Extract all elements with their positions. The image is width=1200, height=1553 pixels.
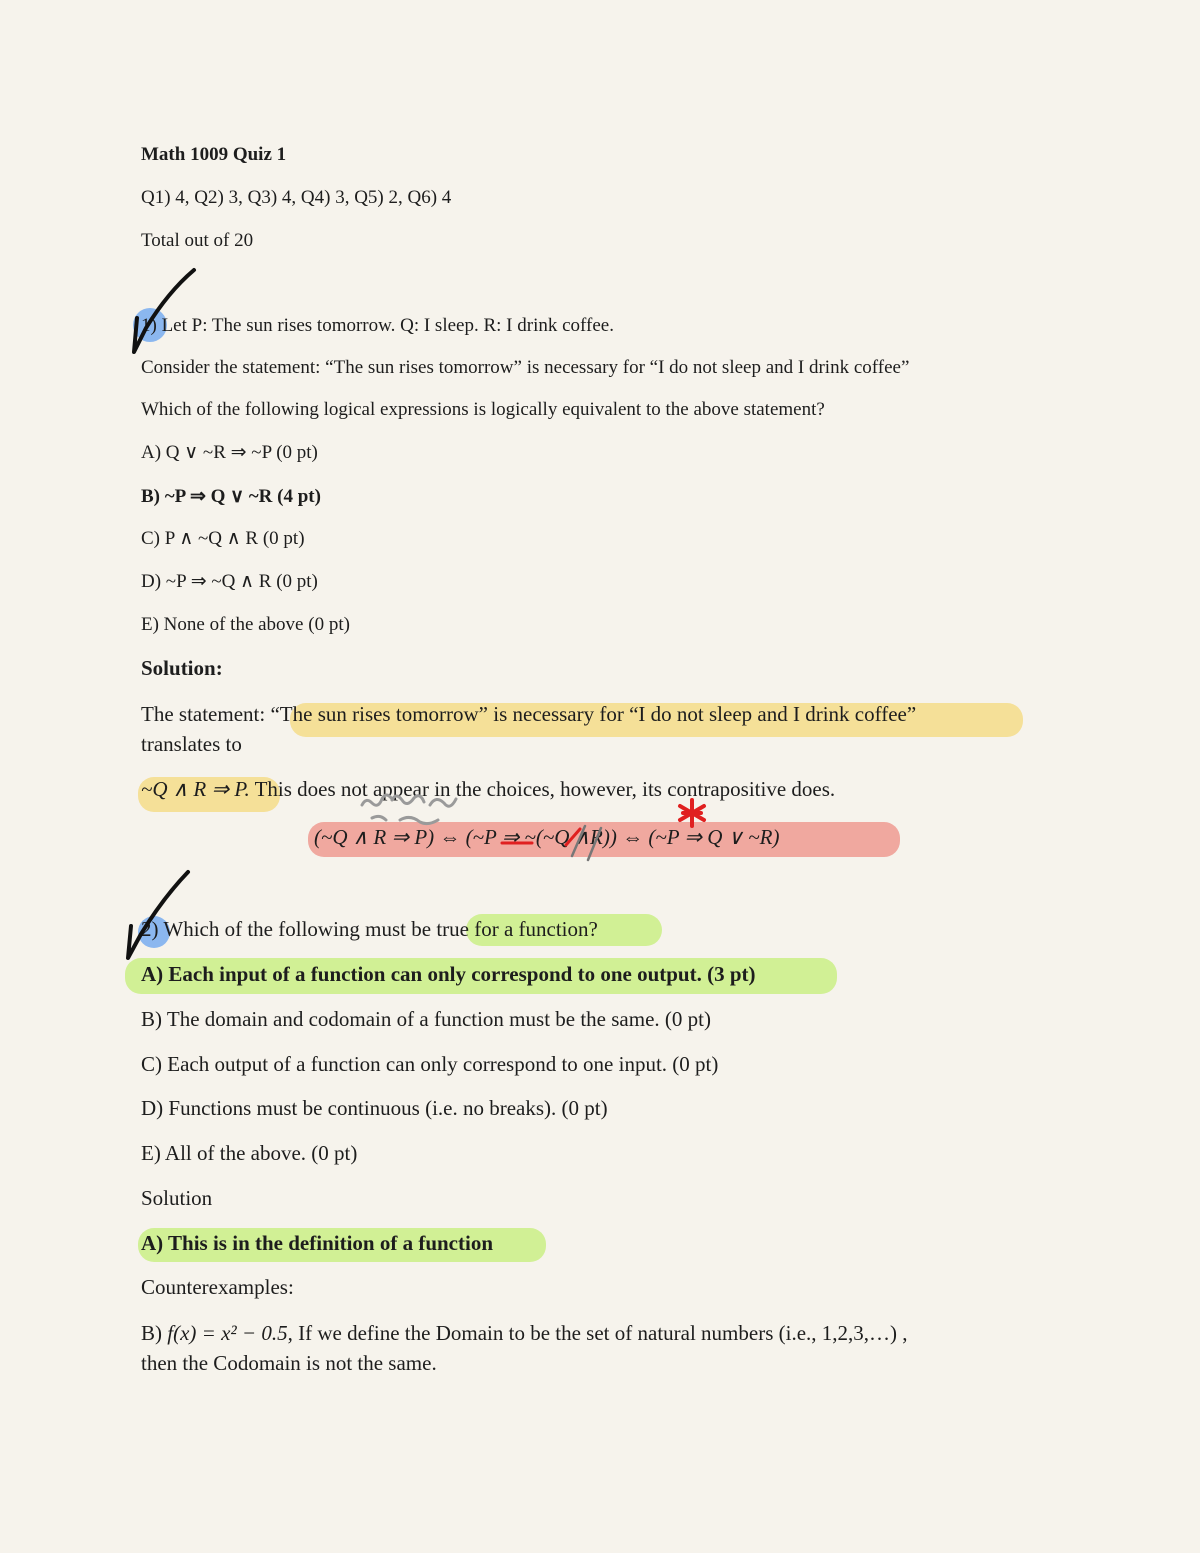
q1-option-e: E) None of the above (0 pt): [141, 614, 350, 635]
q1-intro: Let P: The sun rises tomorrow. Q: I sleep. R: I drink coffee.: [161, 315, 614, 336]
q2-option-c: C) Each output of a function can only correspond to one input. (0 pt): [141, 1052, 719, 1076]
q2-question: Which of the following must be: [163, 917, 437, 941]
q2-option-a: A) Each input of a function can only correspond to one output. (3 pt): [141, 962, 756, 986]
solution-explanation: This does not appear in the choices, however, its contrapositive does.: [249, 777, 836, 801]
solution-prefix: The statement:: [141, 702, 271, 726]
q1-option-a: A) Q ∨ ~R ⇒ ~P (0 pt): [141, 442, 318, 463]
q2-counterexamples-label: Counterexamples:: [141, 1275, 294, 1299]
q1-option-d: D) ~P ⇒ ~Q ∧ R (0 pt): [141, 571, 318, 592]
q2-question-highlighted: true for a function?: [436, 917, 598, 941]
gray-scribble-mark: [362, 795, 456, 824]
q2-option-d: D) Functions must be continuous (i.e. no breaks). (0 pt): [141, 1096, 608, 1120]
q2-option-e: E) All of the above. (0 pt): [141, 1141, 358, 1165]
total-score: Total out of 20: [141, 230, 254, 251]
q2-solution-answer: A) This is in the definition of a function: [141, 1231, 494, 1255]
q2-counterexample-b-line2: then the Codomain is not the same.: [141, 1351, 437, 1375]
q2-check-mark: [128, 872, 188, 958]
solution-quote: “The sun rises tomorrow” is necessary for “I do not sleep and I drink coffee”: [270, 702, 917, 726]
q2-number: 2): [141, 917, 159, 941]
q1-solution-line2: translates to: [141, 732, 242, 756]
counter-b-prefix: B): [141, 1321, 168, 1345]
counter-b-text: , If we define the Domain to be the set of natural numbers (i.e., 1,2,3,…) ,: [287, 1321, 908, 1345]
q1-question: Which of the following logical expressions is logically equivalent to the above statement?: [141, 399, 825, 420]
solution-expression: ~Q ∧ R ⇒ P.: [141, 777, 250, 801]
red-asterisk-mark: [680, 800, 704, 826]
page-title: Math 1009 Quiz 1: [141, 144, 287, 165]
counter-b-math: f(x) = x² − 0.5: [167, 1321, 288, 1345]
red-strike-mark: [502, 829, 580, 845]
q2-solution-label: Solution: [141, 1186, 213, 1210]
q2-option-b: B) The domain and codomain of a function must be the same. (0 pt): [141, 1007, 711, 1031]
q1-solution-heading: Solution:: [141, 656, 223, 680]
q1-number: 1): [141, 315, 157, 336]
score-breakdown: Q1) 4, Q2) 3, Q3) 4, Q4) 3, Q5) 2, Q6) 4: [141, 187, 452, 208]
equivalence-chain: (~Q ∧ R ⇒ P) ⇔ (~P ⇒ ~(~Q ∧R)) ⇔ (~P ⇒ Q ∨ ~R): [314, 825, 780, 849]
q1-option-b: B) ~P ⇒ Q ∨ ~R (4 pt): [141, 486, 321, 507]
q1-check-mark: [134, 270, 194, 352]
q1-statement: Consider the statement: “The sun rises tomorrow” is necessary for “I do not sleep and I drink coffee”: [141, 357, 910, 378]
q1-option-c: C) P ∧ ~Q ∧ R (0 pt): [141, 528, 305, 549]
